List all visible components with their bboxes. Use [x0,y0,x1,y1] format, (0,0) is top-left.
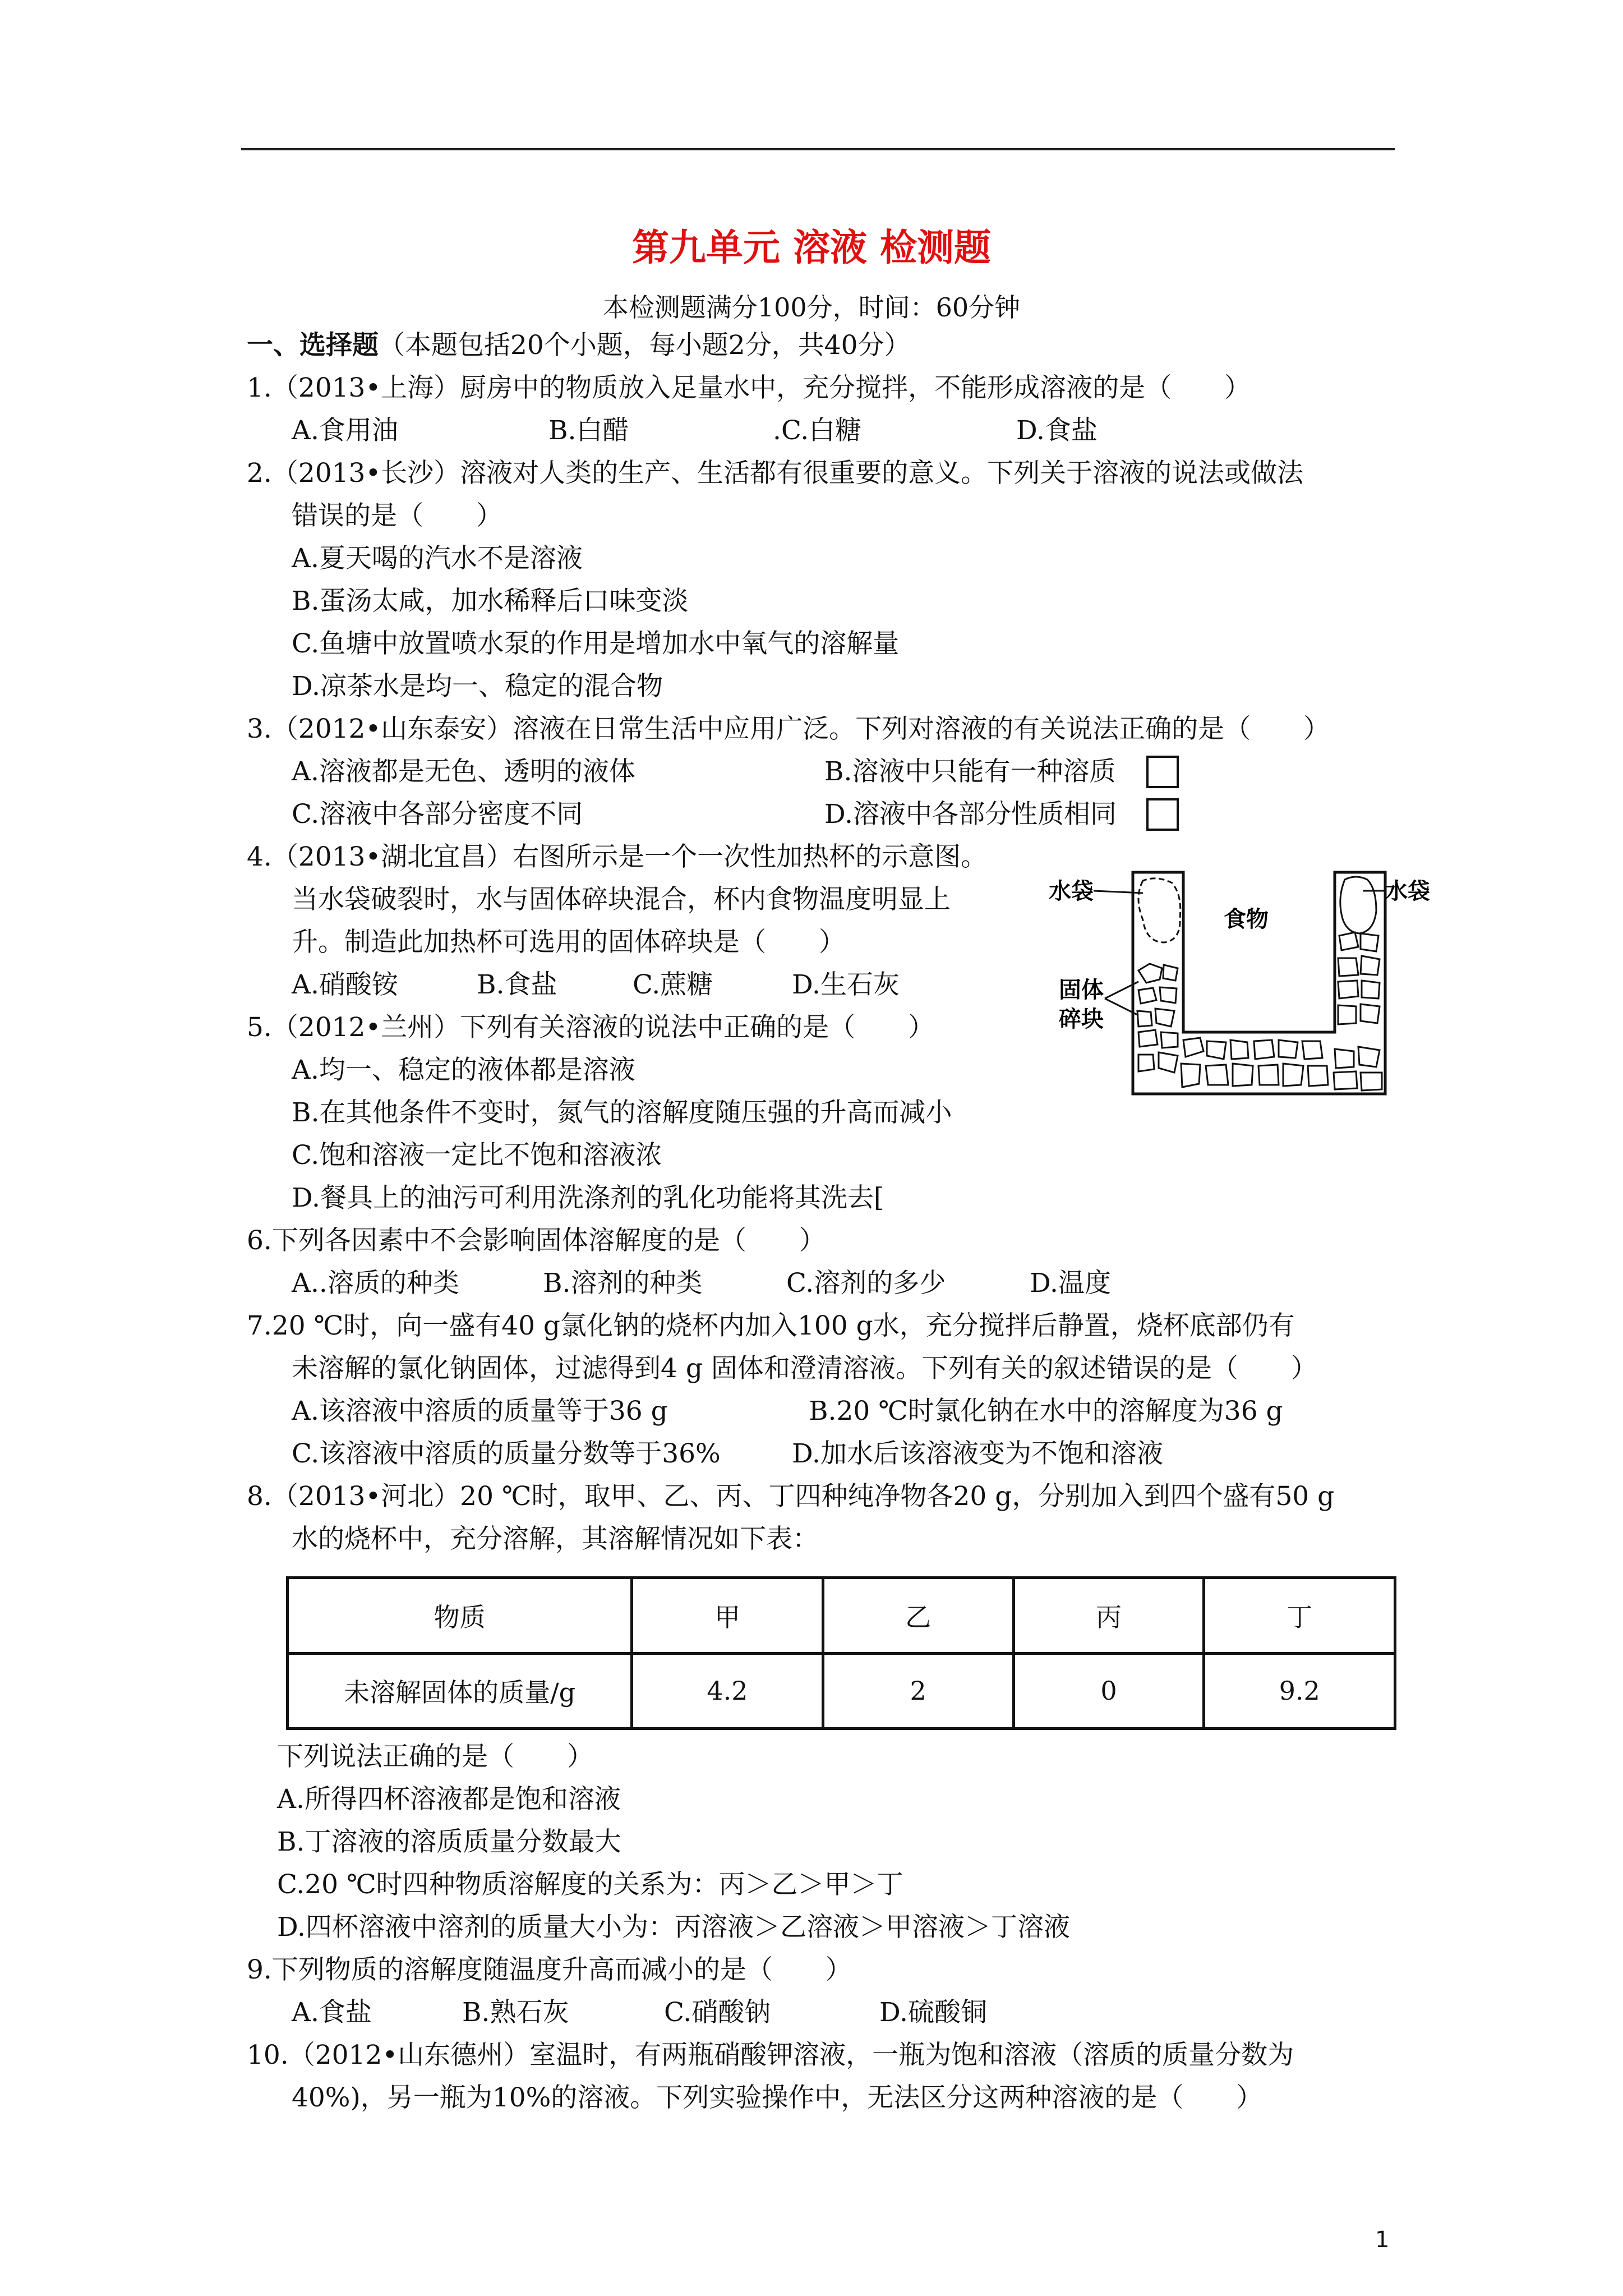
q3-checkbox-b[interactable] [1146,756,1179,788]
q2-option-d: D.凉茶水是均一、稳定的混合物 [292,671,663,702]
q7-option-b: B.20 ℃时氯化钠在水中的溶解度为36 g [809,1396,1283,1427]
table-cell: 甲 [632,1578,823,1654]
table-cell: 丙 [1013,1578,1204,1654]
q3-stem: 3.（2012•山东泰安）溶液在日常生活中应用广泛。下列对溶液的有关说法正确的是（ ） [247,714,1330,744]
q3-option-d: D.溶液中各部分性质相同 [824,799,1117,830]
page-subtitle: 本检测题满分100分，时间：60分钟 [602,292,1021,323]
q4-stem-line1: 4.（2013•湖北宜昌）右图所示是一个一次性加热杯的示意图。 [247,841,988,872]
q7-stem-line1: 7.20 ℃时，向一盛有40 g氯化钠的烧杯内加入100 g水，充分搅拌后静置，烧杯底部仍有 [247,1310,1295,1341]
label-water-bag-right: 水袋 [1385,878,1430,904]
q1-option-b: B.白醋 [548,415,629,446]
q10-stem-line2: 40%)，另一瓶为10%的溶液。下列实验操作中，无法区分这两种溶液的是（ ） [292,2082,1263,2113]
q5-option-b: B.在其他条件不变时，氮气的溶解度随压强的升高而减小 [292,1097,952,1128]
q8-option-d: D.四杯溶液中溶剂的质量大小为：丙溶液＞乙溶液＞甲溶液＞丁溶液 [277,1912,1070,1943]
q9-stem: 9.下列物质的溶解度随温度升高而减小的是（ ） [247,1954,852,1985]
section-heading-text: 一、选择题 [247,330,379,361]
q8-option-a: A.所得四杯溶液都是饱和溶液 [277,1784,621,1815]
q6-option-a: A..溶质的种类 [292,1268,459,1299]
q6-option-d: D.温度 [1030,1268,1111,1299]
q2-option-b: B.蛋汤太咸，加水稀释后口味变淡 [292,586,689,616]
label-food: 食物 [1224,907,1269,932]
q4-option-b: B.食盐 [477,969,557,1000]
q4-option-d: D.生石灰 [792,969,900,1000]
q6-option-b: B.溶剂的种类 [543,1268,703,1299]
q2-option-c: C.鱼塘中放置喷水泵的作用是增加水中氧气的溶解量 [292,628,900,659]
q8-prompt: 下列说法正确的是（ ） [277,1741,593,1772]
q1-stem: 1.（2013•上海）厨房中的物质放入足量水中，充分搅拌，不能形成溶液的是（ ） [247,372,1251,403]
table-cell: 0 [1013,1653,1204,1729]
section-note: （本题包括20个小题，每小题2分，共40分） [379,330,911,361]
table-cell: 丁 [1204,1578,1395,1654]
q7-stem-line2: 未溶解的氯化钠固体，过滤得到4 g 固体和澄清溶液。下列有关的叙述错误的是（ ） [292,1353,1317,1384]
q5-stem: 5.（2012•兰州）下列有关溶液的说法中正确的是（ ） [247,1012,935,1043]
q8-stem-line1: 8.（2013•河北）20 ℃时，取甲、乙、丙、丁四种纯净物各20 g，分别加入到四个盛有50 g [247,1481,1335,1512]
q7-option-d: D.加水后该溶液变为不饱和溶液 [792,1438,1163,1469]
q8-stem-line2: 水的烧杯中，充分溶解，其溶解情况如下表： [292,1524,819,1554]
q9-option-d: D.硫酸铜 [879,1997,987,2028]
section-heading [247,329,911,362]
table-cell: 4.2 [632,1653,823,1729]
q5-option-c: C.饱和溶液一定比不饱和溶液浓 [292,1140,662,1171]
q7-option-a: A.该溶液中溶质的质量等于36 g [292,1396,668,1427]
q7-option-c: C.该溶液中溶质的质量分数等于36% [292,1438,721,1469]
q6-option-c: C.溶剂的多少 [786,1268,946,1299]
q4-stem-line3: 升。制造此加热杯可选用的固体碎块是（ ） [292,927,845,958]
q10-stem-line1: 10.（2012•山东德州）室温时，有两瓶硝酸钾溶液，一瓶为饱和溶液（溶质的质量分数为 [247,2040,1294,2070]
q2-option-a: A.夏天喝的汽水不是溶液 [292,543,583,574]
q5-option-d: D.餐具上的油污可利用洗涤剂的乳化功能将其洗去[ [292,1182,884,1213]
q4-stem-line2: 当水袋破裂时，水与固体碎块混合，杯内食物温度明显上 [292,884,951,915]
label-water-bag-left: 水袋 [1049,878,1094,904]
table-cell: 未溶解固体的质量/g [288,1653,632,1729]
label-solid-line2: 碎块 [1059,1006,1104,1032]
page-title: 第九单元 溶液 检测题 [632,226,991,269]
q4-option-a: A.硝酸铵 [292,969,398,1000]
cup-outline [1133,872,1385,1094]
q9-option-a: A.食盐 [292,1997,372,2028]
q3-option-a: A.溶液都是无色、透明的液体 [292,756,635,787]
q8-option-c: C.20 ℃时四种物质溶解度的关系为：丙＞乙＞甲＞丁 [277,1869,903,1900]
q3-checkbox-d[interactable] [1146,798,1179,831]
q4-option-c: C.蔗糖 [633,969,713,1000]
label-solid-line1: 固体 [1059,977,1104,1003]
q3-option-c: C.溶液中各部分密度不同 [292,799,583,830]
q3-option-b: B.溶液中只能有一种溶质 [824,756,1116,787]
solubility-table [286,1576,1396,1730]
header-rule [241,148,1395,150]
q5-option-a: A.均一、稳定的液体都是溶液 [292,1055,635,1085]
table-row [288,1653,1395,1729]
q9-option-b: B.熟石灰 [462,1997,569,2028]
water-bag-left [1138,878,1181,942]
q1-option-a: A.食用油 [292,415,398,446]
q9-option-c: C.硝酸钠 [664,1997,771,2028]
table-cell: 2 [823,1653,1013,1729]
solid-fragments [1137,932,1382,1091]
water-bag-right [1340,877,1376,933]
page-number: 1 [1375,2227,1390,2253]
q1-option-d: D.食盐 [1016,415,1098,446]
q8-option-b: B.丁溶液的溶质质量分数最大 [277,1826,621,1857]
q1-option-c: .C.白糖 [773,415,862,446]
table-row [288,1578,1395,1654]
q6-stem: 6.下列各因素中不会影响固体溶解度的是（ ） [247,1225,826,1256]
heating-cup-figure [1049,864,1430,1105]
table-cell: 9.2 [1204,1653,1395,1729]
table-cell: 物质 [288,1578,632,1654]
q2-stem-line2: 错误的是（ ） [292,500,502,531]
q2-stem-line1: 2.（2013•长沙）溶液对人类的生产、生活都有很重要的意义。下列关于溶液的说法或做法 [247,458,1304,489]
table-cell: 乙 [823,1578,1013,1654]
